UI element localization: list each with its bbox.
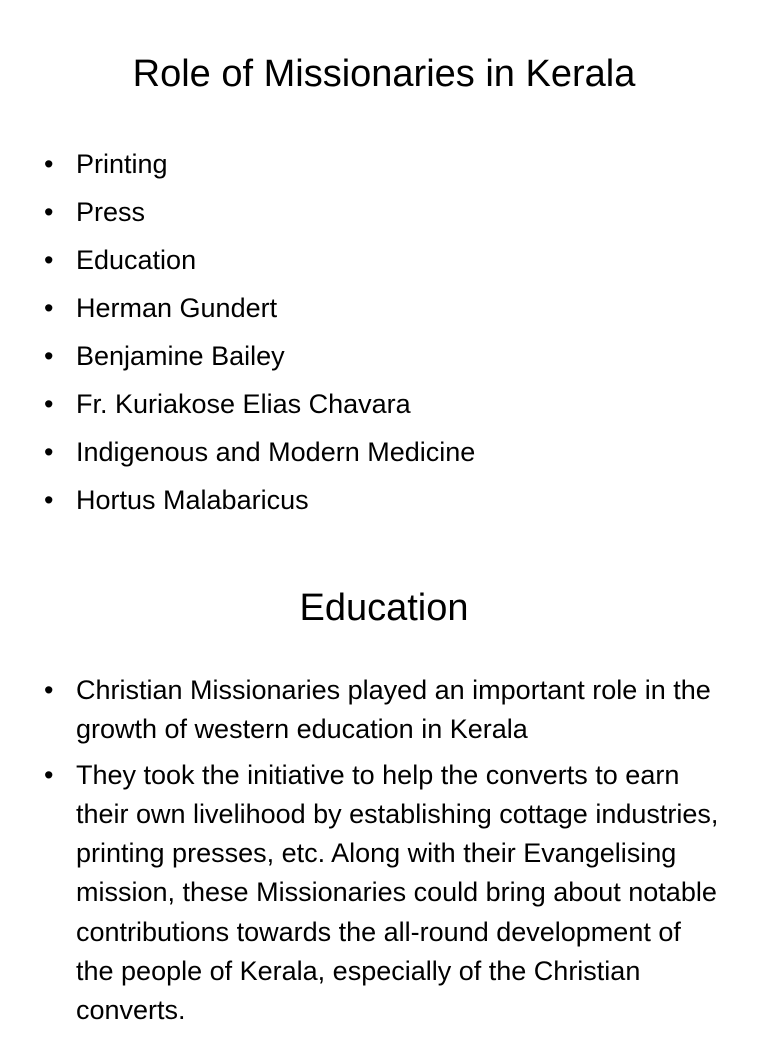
list-item: • Christian Missionaries played an important role in the growth of western education in Kerala: [0, 671, 740, 750]
bullet-list: [0, 671, 740, 1037]
list-item: • Benjamine Bailey: [0, 332, 700, 380]
slide-title: Role of Missionaries in Kerala: [132, 53, 636, 95]
bullet-list: [0, 140, 700, 524]
list-item: • Herman Gundert: [0, 284, 700, 332]
list-item: • Education: [0, 236, 700, 284]
slide-title: Education: [299, 587, 469, 629]
list-item: • Fr. Kuriakose Elias Chavara: [0, 380, 700, 428]
list-item: • They took the initiative to help the converts to earn their own livelihood by establishing cottage industries, printing presses, etc. Along with their Evangelising mission, these Missionaries could bring about notable contributions towards the all-round development of the people of Kerala, especially of the Christian converts.: [0, 756, 740, 1031]
slide-education: [0, 576, 768, 1024]
list-item: • Indigenous and Modern Medicine: [0, 428, 700, 476]
list-item: • Hortus Malabaricus: [0, 476, 700, 524]
list-item: • Press: [0, 188, 700, 236]
list-item: • Printing: [0, 140, 700, 188]
